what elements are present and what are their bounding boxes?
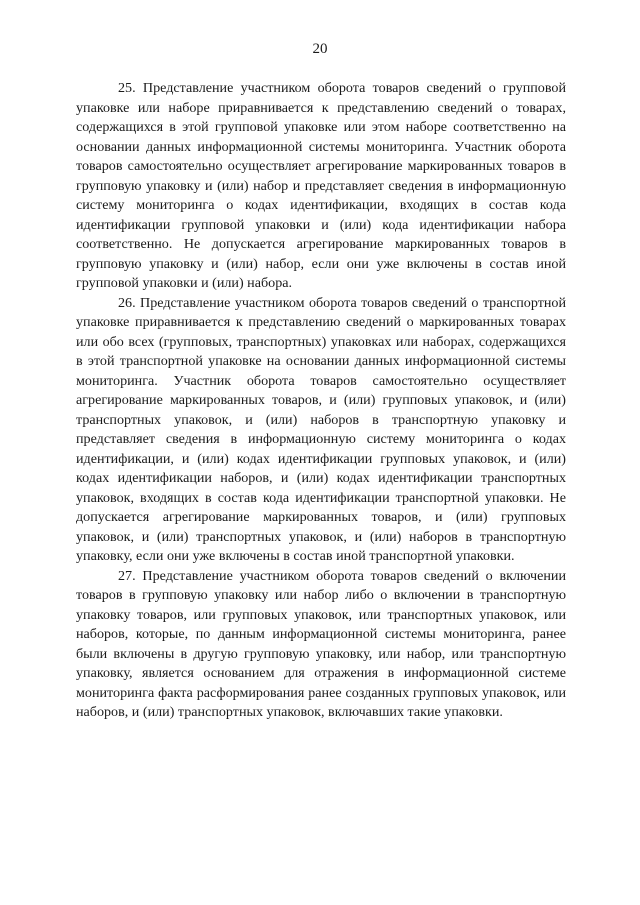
paragraph-number: 25.	[118, 80, 136, 96]
paragraph-25	[76, 79, 566, 294]
paragraph-text: Представление участником оборота товаров сведений о групповой упаковке или наборе приравнивается к представлению сведений о товарах, содержащихся в этой групповой упаковке или этом наборе соответственно на основании данных информационной системы мониторинга. Участник оборота товаров самостоятельно осуществляет агрегирование маркированных товаров в групповую упаковку и (или) набор и представляет сведения в информационную систему мониторинга о кодах идентификации, входящих в состав кода идентификации групповой упаковки и (или) кода идентификации набора соответственно. Не допускается агрегирование маркированных товаров в групповую упаковку и (или) набор, если они уже включены в состав иной групповой упаковки и (или) набора.	[76, 80, 566, 291]
paragraph-text: Представление участником оборота товаров сведений о транспортной упаковке приравнивается к представлению сведений о маркированных товарах или обо всех (групповых, транспортных) упаковках или наборах, содержащихся в этой транспортной упаковке на основании данных информационной системы мониторинга. Участник оборота товаров самостоятельно осуществляет агрегирование маркированных товаров, и (или) групповых упаковок, и (или) транспортных упаковок, и (или) наборов в транспортную упаковку и представляет сведения в информационную систему мониторинга о кодах идентификации, и (или) кодах идентификации групповых упаковок, и (или) кодах идентификации наборов, и (или) кодах идентификации транспортных упаковок, входящих в состав кода идентификации транспортной упаковки. Не допускается агрегирование маркированных товаров, и (или) групповых упаковок, и (или) транспортных упаковок, и (или) наборов в транспортную упаковку, если они уже включены в состав иной транспортной упаковки.	[76, 294, 566, 564]
document-body	[76, 79, 566, 723]
paragraph-26	[76, 294, 566, 567]
paragraph-27	[76, 567, 566, 723]
paragraph-text: Представление участником оборота товаров сведений о включении товаров в групповую упаковку или набор либо о включении в транспортную упаковку товаров, или групповых упаковок, или транспортных упаковок, или наборов, которые, по данным информационной системы мониторинга, ранее были включены в другую групповую упаковку, или набор, или транспортную упаковку, является основанием для отражения в информационной системе мониторинга факта расформирования ранее созданных групповых упаковок, или наборов, и (или) транспортных упаковок, включавших такие упаковки.	[76, 567, 566, 720]
paragraph-number: 27.	[118, 567, 136, 584]
paragraph-number: 26.	[118, 294, 136, 311]
page-number: 20	[312, 41, 328, 57]
